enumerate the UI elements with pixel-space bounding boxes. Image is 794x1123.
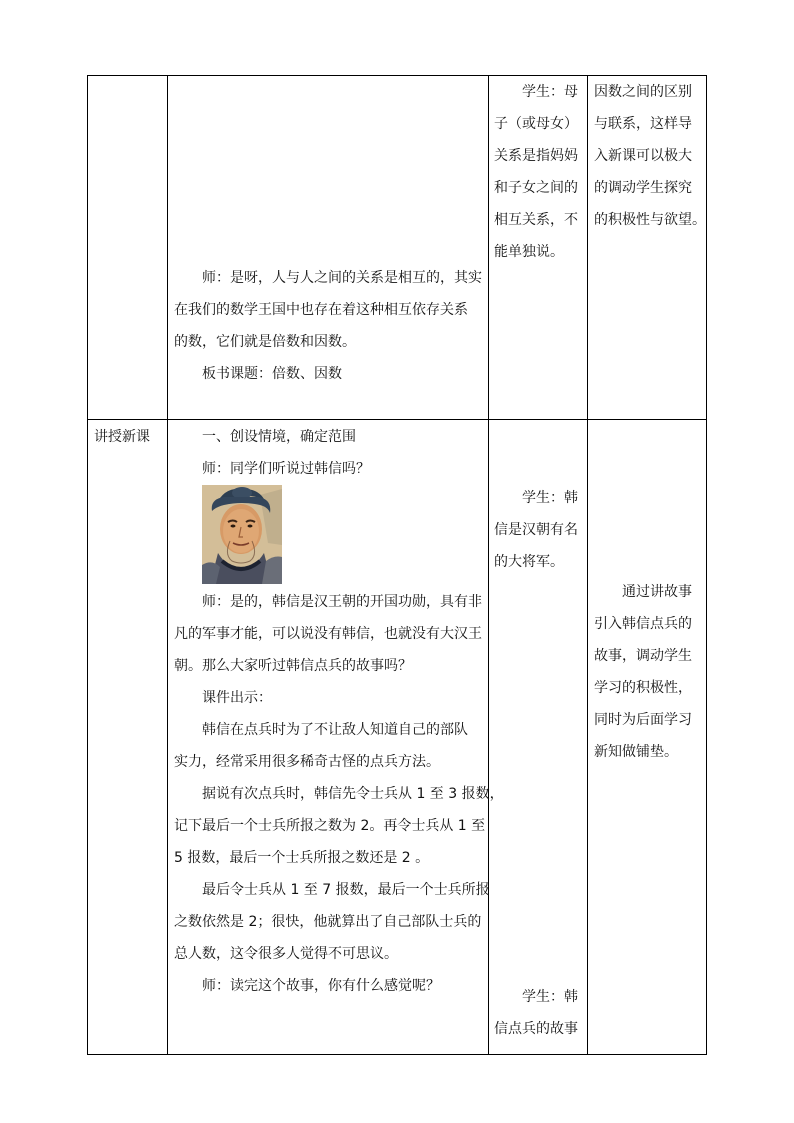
text-line: 凡的军事才能，可以说没有韩信，也就没有大汉王 [174,626,482,642]
text-line: 入新课可以极大 [594,148,692,164]
text-line: 信点兵的故事 [494,1021,578,1037]
text-line: 韩信在点兵时为了不让敌人知道自己的部队 [174,722,468,738]
text-line: 实力，经常采用很多稀奇古怪的点兵方法。 [174,754,440,770]
text-line: 朝。那么大家听过韩信点兵的故事吗？ [174,658,412,674]
text-line: 因数之间的区别 [594,84,692,100]
text-line: 关系是指妈妈 [494,148,578,164]
row1-student-text [494,76,578,268]
text-line: 学生：母 [494,84,578,100]
text-line: 课件出示： [174,690,272,706]
row-divider [87,419,707,420]
row2-student-answer-b [494,981,578,1045]
text-line: 能单独说。 [494,244,564,260]
text-line: 新知做铺垫。 [594,744,678,760]
text-line: 师：读完这个故事，你有什么感觉呢？ [174,978,440,994]
text-line: 和子女之间的 [494,180,578,196]
col-border-3 [587,75,588,1055]
text-line: 师：同学们听说过韩信吗？ [174,461,370,477]
col-border-0 [87,75,88,1055]
row2-story-text [174,586,504,1002]
text-line: 学生：韩 [494,490,578,506]
text-line: 故事，调动学生 [594,648,692,664]
row2-student-answer-a [494,482,578,578]
text-line: 的调动学生探究 [594,180,692,196]
row2-intro-text [174,421,370,485]
row1-teacher-text [174,262,482,390]
text-line: 的积极性与欲望。 [594,212,706,228]
text-line: 一、创设情境，确定范围 [174,429,356,445]
text-line: 子（或母女） [494,116,578,132]
text-line: 据说有次点兵时，韩信先令士兵从 1 至 3 报数， [174,786,504,802]
text-line: 之数依然是 2；很快，他就算出了自己部队士兵的 [174,914,482,930]
text-line: 与联系，这样导 [594,116,692,132]
col-border-4 [706,75,707,1055]
text-line: 最后令士兵从 1 至 7 报数，最后一个士兵所报 [174,882,490,898]
row2-purpose-text [594,576,692,768]
section-label: 讲授新课 [94,429,150,445]
text-line: 记下最后一个士兵所报之数为 2。再令士兵从 1 至 [174,818,486,834]
text-line: 5 报数，最后一个士兵所报之数还是 2 。 [174,850,430,866]
text-line: 引入韩信点兵的 [594,616,692,632]
row1-purpose-text [594,76,706,236]
text-line: 总人数，这令很多人觉得不可思议。 [174,946,398,962]
text-line: 相互关系，不 [494,212,578,228]
text-line: 的大将军。 [494,554,564,570]
table-bottom-border [87,1054,707,1055]
text-line: 在我们的数学王国中也存在着这种相互依存关系 [174,302,468,318]
col-border-1 [167,75,168,1055]
text-line: 学生：韩 [494,989,578,1005]
text-line: 师：是的，韩信是汉王朝的开国功勋，具有非 [174,594,482,610]
han-xin-portrait [202,485,282,584]
text-line: 师：是呀，人与人之间的关系是相互的，其实 [174,270,482,286]
text-line: 信是汉朝有名 [494,522,578,538]
text-line: 的数，它们就是倍数和因数。 [174,334,356,350]
text-line: 同时为后面学习 [594,712,692,728]
text-line: 学习的积极性， [594,680,692,696]
text-line: 通过讲故事 [594,584,692,600]
text-line: 板书课题：倍数、因数 [174,366,342,382]
